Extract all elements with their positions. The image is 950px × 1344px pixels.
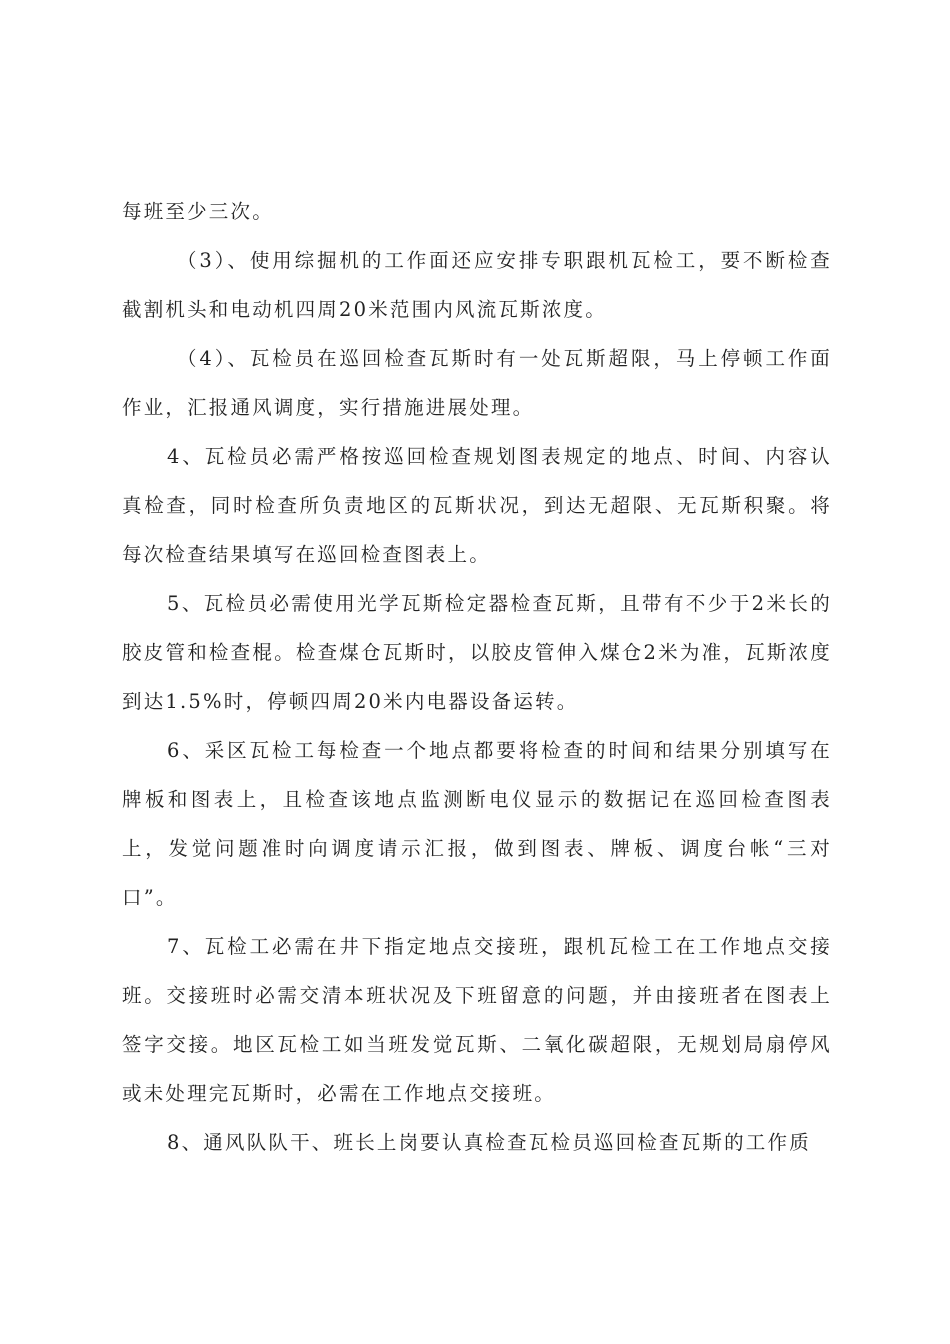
paragraph-section-4: 4、瓦检员必需严格按巡回检查规划图表规定的地点、时间、内容认真检查，同时检查所负责地区的瓦斯状况，到达无超限、无瓦斯积聚。将每次检查结果填写在巡回检查图表上。 xyxy=(122,445,832,566)
document-body xyxy=(122,187,832,1167)
paragraph-section-6: 6、采区瓦检工每检查一个地点都要将检查的时间和结果分别填写在牌板和图表上，且检查该地点监测断电仪显示的数据记在巡回检查图表上，发觉问题准时向调度请示汇报，做到图表、牌板、调度台帐“三对口”。 xyxy=(122,739,832,909)
paragraph-item-3: （3）、使用综掘机的工作面还应安排专职跟机瓦检工，要不断检查截割机头和电动机四周20米范围内风流瓦斯浓度。 xyxy=(122,249,832,321)
paragraph-section-7: 7、瓦检工必需在井下指定地点交接班，跟机瓦检工在工作地点交接班。交接班时必需交清本班状况及下班留意的问题，并由接班者在图表上签字交接。地区瓦检工如当班发觉瓦斯、二氧化碳超限，无规划局扇停风或未处理完瓦斯时，必需在工作地点交接班。 xyxy=(122,935,832,1105)
paragraph-section-8: 8、通风队队干、班长上岗要认真检查瓦检员巡回检查瓦斯的工作质 xyxy=(167,1131,811,1154)
paragraph-continuation: 每班至少三次。 xyxy=(122,200,274,223)
paragraph-item-4: （4）、瓦检员在巡回检查瓦斯时有一处瓦斯超限，马上停顿工作面作业，汇报通风调度，实行措施进展处理。 xyxy=(122,347,832,419)
paragraph-section-5: 5、瓦检员必需使用光学瓦斯检定器检查瓦斯，且带有不少于2米长的胶皮管和检查棍。检查煤仓瓦斯时，以胶皮管伸入煤仓2米为准，瓦斯浓度到达1.5%时，停顿四周20米内电器设备运转。 xyxy=(122,592,832,713)
